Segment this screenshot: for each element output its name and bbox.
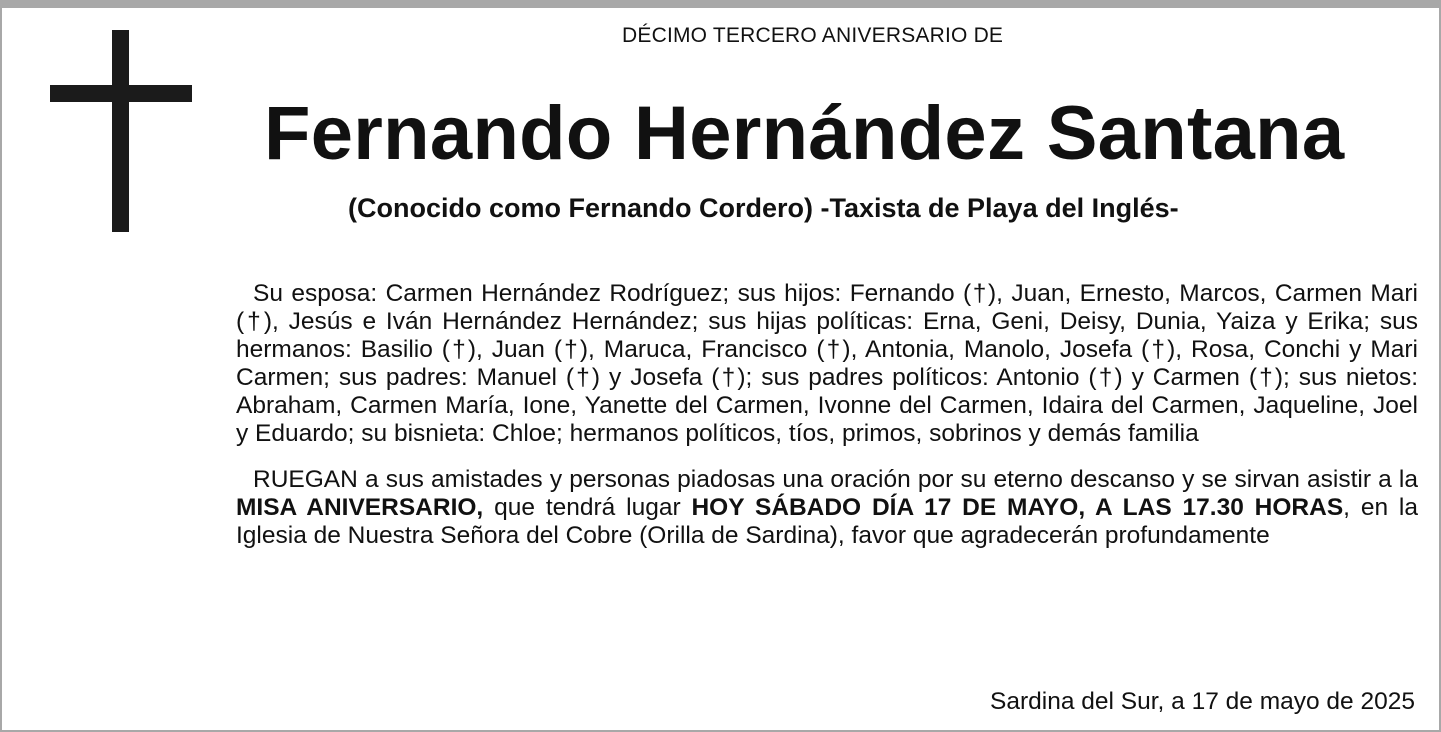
- notice-body: [236, 280, 1418, 568]
- request-text-3: , en la Iglesia de Nuestra Señora del Cobre (Orilla de Sardina), favor que agradecerán profundamente: [236, 494, 1418, 549]
- mass-date-time: HOY SÁBADO DÍA 17 DE MAYO, A LAS 17.30 HORAS: [691, 494, 1344, 521]
- request-text-1: RUEGAN a sus amistades y personas piadosas una oración por su eterno descanso y se sirvan asistir a la: [253, 466, 1418, 493]
- deceased-name: Fernando Hernández Santana: [264, 91, 1345, 176]
- anniversary-title: DÉCIMO TERCERO ANIVERSARIO DE: [622, 24, 1004, 47]
- request-text-2: que tendrá lugar: [483, 494, 692, 521]
- cross-horizontal-bar: [50, 85, 192, 102]
- cross-icon: [50, 30, 194, 232]
- mass-label: MISA ANIVERSARIO,: [236, 494, 484, 521]
- cross-vertical-bar: [112, 30, 129, 232]
- request-paragraph: [236, 466, 1418, 550]
- family-paragraph: Su esposa: Carmen Hernández Rodríguez; sus hijos: Fernando (†), Juan, Ernesto, Marcos, Carmen Mari (†), Jesús e Iván Hernández Hernández; sus hijas políticas: Erna, Geni, Deisy, Dunia, Yaiza y Erika; sus hermanos: Basilio (†), Juan (†), Maruca, Francisco (†), Antonia, Manolo, Josefa (†), Rosa, Conchi y Mari Carmen; sus padres: Manuel (†) y Josefa (†); sus padres políticos: Antonio (†) y Carmen (†); sus nietos: Abraham, Carmen María, Ione, Yanette del Carmen, Ivonne del Carmen, Idaira del Carmen, Jaqueline, Joel y Eduardo; su bisnieta: Chloe; hermanos políticos, tíos, primos, sobrinos y demás familia: [236, 280, 1418, 447]
- deceased-subtitle: (Conocido como Fernando Cordero) -Taxista de Playa del Inglés-: [348, 193, 1179, 223]
- place-date: Sardina del Sur, a 17 de mayo de 2025: [990, 688, 1415, 715]
